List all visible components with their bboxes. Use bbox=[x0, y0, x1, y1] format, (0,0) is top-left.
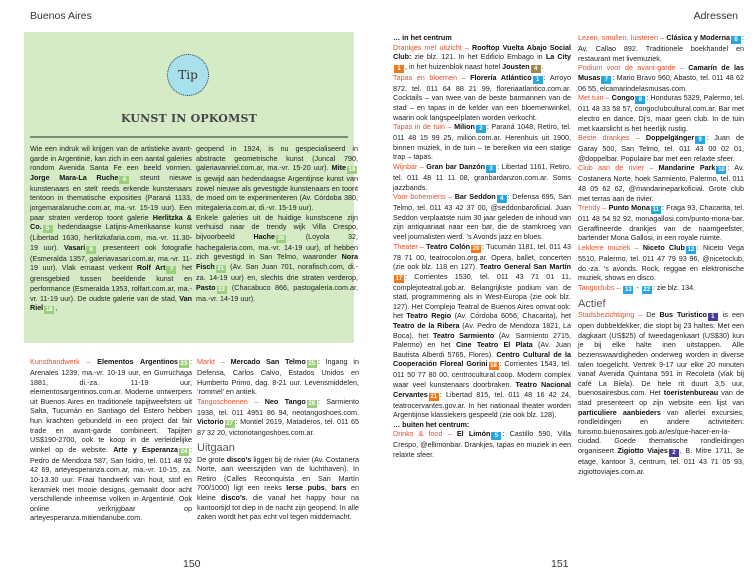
body-text: zie blz. 121. In het Edificio Embago in bbox=[411, 52, 546, 62]
tip-title: KUNST IN OPKOMST bbox=[120, 112, 257, 125]
venue-name: Nora Fisch bbox=[196, 252, 358, 271]
entry-paragraph bbox=[197, 397, 359, 438]
uitgaan-text bbox=[197, 455, 359, 522]
entry-paragraph bbox=[578, 243, 744, 283]
category-label: Lekkere muziek – bbox=[578, 242, 643, 252]
venue-name: Camarín de las Musas bbox=[578, 63, 744, 82]
venue-name: toeristenbureau bbox=[663, 388, 719, 398]
body-text: : Av. Callao 892. Traditionele boekhandel en restaurant met livemuziek. bbox=[578, 33, 744, 63]
body-text: van de stad presenteert op zijn website een lijst van bbox=[578, 388, 744, 408]
entry-paragraph bbox=[393, 429, 571, 459]
entry-paragraph bbox=[578, 203, 744, 243]
venue-name: Rolf Art bbox=[136, 263, 166, 273]
nightlife-entries-2 bbox=[578, 33, 744, 294]
body-text: De grote bbox=[197, 454, 227, 464]
map-marker-icon: 21 bbox=[430, 393, 438, 400]
venue-name: Gran bar Danzón bbox=[426, 161, 486, 171]
body-text: : Honduras 5329, Palermo, tel. 011 48 33 58 57, congoclubcultural.com.ar. Bar met electro en dance. Dj’s, maar geen club. In de tuin met kaarslicht is het heerlijk rustig. bbox=[578, 93, 744, 133]
tip-divider bbox=[30, 136, 348, 138]
map-marker-icon: 23 bbox=[180, 361, 188, 367]
map-marker-icon: 24 bbox=[180, 448, 188, 455]
tip-column-2 bbox=[196, 144, 358, 303]
venue-name: Rooftop Vuelta Abajo Social Club: bbox=[393, 42, 571, 62]
venue-name: Centro Cultural de la Cooperación Floreal Gorini bbox=[393, 349, 572, 369]
right-column-1 bbox=[393, 33, 571, 460]
body-text: : Castillo 590, Villa Crespo, @ellimonbar. Drankjes, tapas en muziek in een relaxte sfeer. bbox=[393, 429, 571, 459]
map-marker-icon: 22 bbox=[643, 286, 651, 293]
category-label: Tapas in de tuin – bbox=[393, 122, 455, 132]
venue-name: Zigiotto Viajes bbox=[617, 446, 668, 455]
subheading: … in het centrum bbox=[393, 33, 452, 42]
body-text: . bbox=[541, 61, 544, 71]
venue-name: Hache bbox=[253, 231, 276, 241]
body-text: : Corrientes 1530, tel. 011 43 71 01 11, complejoteatral.gob.ar. Belangrijkste podium van de stad, programmering als in West-Europa (zie ook blz. 127). Het Complejo Teatral de Buenos Aires omvat ook: het bbox=[393, 271, 571, 321]
body-text: het grensgebied tussen beeldende kunst en performance (Esmeralda 1353, rolfart.com.ar, ma.-vr. 11-19 uur). De oudste galerie van de stad, bbox=[30, 263, 192, 303]
map-marker-icon: 26 bbox=[308, 400, 316, 407]
body-text: van allerlei excursies, rondleidingen en andere activiteiten: turismo.buenosaires.gob.ar/es/que-hacer-en-la-ciudad. Goede thematische rondleidingen organiseert bbox=[578, 407, 744, 455]
body-text: (Av. Pedro de Mendoza 1821, La Boca), het bbox=[393, 321, 571, 340]
actief-text bbox=[578, 310, 744, 476]
venue-name: Teatro General San Martín bbox=[479, 262, 571, 272]
category-label: Wijnbar – bbox=[393, 161, 427, 171]
body-text: : Arroyo 872, tel. 011 64 88 21 99, floreriaatlantico.com.ar. Cocktails – van twee van de beste barmannen van de stad – en tapas in de kelder van een bloemenwinkel, waarin ook langspeelplaten worden verkocht. bbox=[393, 72, 571, 122]
body-text: (Av. Juan Bautista Alberdi 5765, Flores). bbox=[393, 340, 572, 359]
map-marker-icon: 21 bbox=[217, 265, 225, 272]
map-marker-icon: 3 bbox=[486, 165, 496, 173]
map-marker-icon: 6 bbox=[86, 246, 96, 254]
body-text: : Fraga 93, Chacarita, tel. 011 48 54 92 92, monagallosi.com/punto-mona-bar. Geraffineerde drankjes van de naamgeefster, bartender Mona Gallosi, in een royale ruimte. bbox=[578, 203, 745, 243]
category-label: Voor bohemiens – bbox=[393, 192, 455, 202]
map-marker-icon: 5 bbox=[491, 432, 501, 440]
venue-name: Clásica y Moderna bbox=[666, 33, 730, 42]
map-marker-icon: 5 bbox=[43, 225, 53, 233]
entry-paragraph bbox=[197, 357, 359, 397]
venue-name: Teatro Regio bbox=[406, 311, 452, 321]
left-column-1 bbox=[30, 357, 192, 523]
venue-name: Ierse pubs bbox=[286, 483, 325, 493]
venue-name: Jorge Mara-La Ruche bbox=[30, 172, 119, 182]
tip-badge-icon: Tip bbox=[167, 54, 209, 96]
running-head: Adressen bbox=[693, 10, 738, 22]
category-label: Drinks & food – bbox=[393, 429, 457, 439]
body-text: geopend in 1924, is nu gespecialiseerd in abstracte geometrische kunst (Juncal 790, galeriavanriel.com.ar, ma.-vr. 15-20 uur). bbox=[196, 144, 358, 173]
body-text: : Pedro de Mendoza 587, San Isidro, tel. 011 48 92 42 69, arteyesperanza.com.ar, ma.-vr. 10-15, za. 10-13.30 uur. Fraai handwerk van hout, stof en keramiek met mooie designs, gemaakt door acht verschillende inheemse volken in Argentinië. Ook online verkrijgbaar op arteyesperanza.mitiendanube.com. bbox=[30, 444, 192, 523]
category-label: Club aan de rivier – bbox=[578, 163, 659, 173]
venue-name: bars bbox=[331, 483, 347, 493]
body-text: is een open dubbeldekker, die stopt bij 23 haltes. Met een dagkaart (US$25) of tweedagenkaart (US$30) kun je bij elke halte inen uitstappen. Alle bezienswaardigheden onderweg worden in diverse talen toegelicht. Vertrek 9-17 uur elke 20 minuten vanaf Avenida Quintana 591 in Recoleta (vlak bij café La Biela). De hele rit duurt 3,5 uur, buenosairesbus.com. Het bbox=[578, 310, 744, 398]
nightlife-entries bbox=[393, 33, 571, 460]
map-marker-icon: 18 bbox=[490, 363, 497, 370]
map-marker-icon: 7 bbox=[601, 76, 611, 84]
venue-name: disco’s bbox=[221, 492, 246, 502]
map-marker-icon: 2 bbox=[476, 125, 486, 133]
body-text: , bbox=[324, 483, 332, 493]
body-text: : Libertad 815, tel. 011 48 16 42 24, teatrocervantes.gov.ar. In het nationaal theater worden Argentijnse klassiekers gespeeld (zie ook blz. 128). bbox=[393, 389, 571, 420]
body-text: : Mario Bravo 960, Abasto, tel. 011 48 62 06 55, elcamarindelasmusas.com. bbox=[578, 72, 744, 93]
category-label: Beste drankjes – bbox=[578, 133, 646, 143]
running-head: Buenos Aires bbox=[30, 10, 92, 22]
map-marker-icon: 4 bbox=[497, 195, 507, 203]
entry-paragraph bbox=[578, 133, 744, 163]
venue-name: Doppelgänger bbox=[645, 133, 695, 143]
map-marker-icon: 20 bbox=[277, 235, 285, 242]
body-text: : Juan de Garay 500, San Telmo, tel. 011 43 00 02 01, @doppelbar. Populaire bar met een relaxte sfeer. bbox=[578, 133, 744, 163]
entry-paragraph bbox=[393, 43, 571, 73]
venue-name: Elementos Argentinos bbox=[97, 357, 178, 366]
left-column-2 bbox=[197, 357, 359, 522]
map-marker-icon: 22 bbox=[218, 286, 225, 293]
category-label: Tangoclubs – bbox=[578, 282, 623, 292]
right-page bbox=[385, 0, 756, 580]
category-label: Drankjes met uitzicht – bbox=[393, 42, 473, 52]
body-text: - bbox=[634, 282, 641, 292]
venue-name: Cine Teatro El Plata bbox=[455, 340, 533, 350]
venue-name: Mite bbox=[331, 163, 346, 173]
body-text: : Libertad 1161, Retiro, tel. 011 48 11 11 08, granbardanzon.com.ar. Soms jazzbands. bbox=[393, 161, 571, 192]
venue-name: Punto Mona bbox=[608, 203, 650, 213]
body-text: Enkele galeries uit de huidige kunstscene zijn verhuisd naar de trendy wijk Villa Crespo, bijvoorbeeld bbox=[196, 212, 358, 241]
body-text: (Av. Sarmiento 2715, Palermo) en het bbox=[393, 330, 571, 350]
entry-paragraph bbox=[393, 162, 571, 192]
venue-name: Teatro Colón bbox=[426, 241, 471, 251]
map-marker-icon: 20 bbox=[472, 245, 480, 252]
map-marker-icon: 6 bbox=[731, 36, 741, 44]
category-label: Podium voor de avant-garde – bbox=[578, 63, 689, 73]
category-label: Kunsthandwerk – bbox=[30, 357, 98, 366]
map-marker-icon: 11 bbox=[652, 207, 660, 214]
category-label: Tangoschoenen – bbox=[197, 396, 265, 406]
body-text: liggen bij de rivier (Av. Costanera Norte, aan weerszijden van de luchthaven). In Retiro (Calles Reconquista en San Martín 700/1000) ligt een reeks bbox=[197, 454, 359, 493]
body-text: : Montiel 2619, Mataderos, tel. 011 65 87 32 20, victoriotangoshoes.com.ar. bbox=[197, 417, 359, 438]
venue-name: Herlitzka & Co. bbox=[30, 212, 192, 232]
body-text: Wie een indruk wil krijgen van de artistieke avant-garde in Argentinië, kan zich in een aantal galeries rondom Avenida Santa Fe een beeld vormen. bbox=[30, 144, 192, 173]
map-marker-icon: 10 bbox=[718, 167, 725, 174]
map-marker-icon: 9 bbox=[695, 136, 705, 144]
venue-name: Niceto Club bbox=[642, 242, 685, 252]
venue-name: disco’s bbox=[226, 454, 252, 464]
body-text: (Av. San Juan 701, norafisch.com, di.-za. 14-19 uur) en, slechts drie straten verderop, bbox=[196, 261, 358, 282]
body-text: De bbox=[646, 310, 660, 320]
map-marker-icon: 17 bbox=[395, 275, 403, 282]
venue-name: Teatro Nacional Cervantes bbox=[393, 380, 571, 399]
venue-name: Bar Seddon bbox=[454, 192, 496, 202]
body-text: , die vanaf het happy hour na kantoortijd tot diep in de nacht zijn geopend. In alle zaken wordt het pas echt vol tegen middernacht. bbox=[197, 492, 360, 522]
right-column-2 bbox=[578, 33, 744, 476]
map-marker-icon: 19 bbox=[348, 167, 356, 174]
map-marker-icon: 18 bbox=[45, 307, 53, 314]
venue-name: Teatro de la Ribera bbox=[393, 321, 460, 331]
map-marker-icon: 4 bbox=[119, 176, 129, 184]
category-label: Stadsbezichtiging – bbox=[578, 310, 647, 320]
venue-name: Congo bbox=[611, 93, 635, 103]
body-text: steunt nieuwe kunstenaars en stelt reeds erkende kunstenaars tentoon in thematische exposities (Paraná 1133, jorgemaralaruche.com.ar, ma.-vr. 15-19 uur). Een paar straten verderop toont galerie bbox=[30, 172, 192, 222]
map-marker-icon: 25 bbox=[308, 361, 316, 367]
body-text: (Chacabuco 866, pastogaleria.com.ar, ma.-vr. 14-19 uur). bbox=[196, 282, 358, 303]
subheading: … buiten het centrum: bbox=[393, 419, 470, 429]
body-text: (Loyola 32, hachegaleria.com, ma.-vr. 14-19 uur), of hebben zich gevestigd in San Telmo, waaronder bbox=[196, 231, 359, 262]
map-marker-icon: 1 bbox=[708, 313, 718, 321]
body-text: presenteert ook fotografie (Esmeralda 1357, galeriavasari.com.ar, ma.-vr. 11-19 uur). Vlak ernaast verkent bbox=[30, 242, 192, 273]
map-marker-icon: 12 bbox=[687, 246, 695, 253]
venue-name: Florería Atlántico bbox=[470, 72, 532, 82]
body-text: : Av. Costanera Norte, hoek Sarmiento, Palermo, tel. 011 48 05 62 62, @mandarineparkoficial. Grote club met terras aan de rivier. bbox=[578, 163, 744, 203]
page-number: 150 bbox=[183, 558, 201, 570]
entry-paragraph bbox=[393, 73, 571, 122]
body-text: : Paraná 1048, Retiro, tel. 011 48 15 99 25, milion.com.ar. Herenhuis uit 1900, binnen muziek, in de tuin – te bereiken via een statige trap – tapas. bbox=[393, 122, 571, 162]
body-text: : Sarmiento 1938, tel. 011 4951 86 94, neotangoshoes.com. bbox=[197, 396, 359, 417]
venue-name: Bus Turistico bbox=[659, 310, 707, 320]
entry-paragraph bbox=[578, 310, 744, 476]
body-text: , in het huizenblok naast hotel bbox=[405, 61, 503, 71]
entry-paragraph bbox=[197, 455, 359, 522]
venue-name: La City bbox=[545, 52, 572, 62]
map-marker-icon: 1 bbox=[533, 76, 543, 84]
map-marker-icon: 1 bbox=[394, 65, 404, 73]
venue-name: Milion bbox=[454, 122, 475, 132]
body-text: : Ingang in Defensa, Carlos Calvo, Estados Unidos en Humberto Primo, dag. 8-21 uur. Levensmiddelen, ‘rommel’ en antiek. bbox=[197, 357, 359, 397]
body-text: hedendaagse Latijns-Amerikaanse kunst (Libertad 1630, herlitzkafaria.com, ma.-vr. 11.30-19 uur). bbox=[30, 222, 192, 252]
map-marker-icon: 27 bbox=[226, 421, 233, 428]
entry-paragraph bbox=[393, 420, 571, 430]
body-text: en kleine bbox=[197, 483, 359, 502]
body-text: : Niceto Vega 5510, Palermo, tel. 011 47 79 93 96, @nicetoclub, do.-za. ’s avonds. Rock, reggae en elektronische muziek, shows en disco. bbox=[578, 242, 744, 283]
body-text: : Arenales 1239, ma.-vr. 10-19 uur, en Gurruchaga 1881, di.-za. 11-19 uur, elementosargentinos.com.ar. Moderne ontwerpers uit Buenos Aires en traditionele tapijtweefsters uit Salta, Tucumán en Santiago del Estero hebben hun krachten gebundeld in een project dat fair trade en avant-garde combineert. Tapijten US$190-2700, ook te koop in de verleidelijke winkel op de website. bbox=[30, 357, 192, 454]
venue-name: particuliere aanbieders bbox=[578, 407, 661, 417]
section-heading-uitgaan: Uitgaan bbox=[197, 441, 235, 454]
body-text: : Defensa 695, San Telmo, tel. 011 43 42 37 00, @seddonbaroficial. Juan Seddon verplaatste ruim 30 jaar geleden de inhoud van zijn antiquariaat naar een bar, die de stamkroeg van veel journalisten werd. ’s Avonds jazz en blues. bbox=[393, 192, 571, 241]
body-text: : Corrientes 1543, tel. 011 50 77 80 00, centrocultural.coop. Modern complex waar veel kunstenaars doorbraken. bbox=[393, 359, 572, 390]
entry-paragraph bbox=[578, 283, 744, 294]
venue-name: Mercado San Telmo bbox=[230, 357, 306, 366]
map-marker-icon: 8 bbox=[635, 96, 645, 104]
map-marker-icon: 13 bbox=[625, 286, 632, 293]
entry-paragraph bbox=[393, 242, 571, 420]
body-text: : Tucumán 1181, tel. 011 43 78 71 00, teatrocolon.org.ar. Opera, ballet, concerten (zie ook blz. 118 en 127). bbox=[393, 241, 571, 272]
section-heading-actief: Actief bbox=[578, 297, 606, 310]
shopping-entries bbox=[30, 357, 192, 523]
body-text: (Av. Córdoba 6056, Chacarita), het bbox=[451, 311, 571, 321]
map-marker-icon: 4 bbox=[531, 65, 541, 73]
category-label: Lezen, smullen, luisteren – bbox=[578, 33, 667, 42]
venue-name: El Limón bbox=[456, 429, 491, 439]
venue-name: Mandarine Park bbox=[658, 163, 716, 173]
body-text: is gewijd aan hedendaagse Argentijnse kunst van zowel nieuwe als gevestigde kunstenaars en toont de moed om te experimenteren (Av. Córdoba 380, mitegaleria.com.ar, di.-vr. 15-19 uur). bbox=[196, 174, 358, 212]
entry-paragraph bbox=[393, 33, 571, 43]
tip-column-1 bbox=[30, 144, 192, 314]
venue-name: Teatro Sarmiento bbox=[433, 330, 495, 340]
venue-name: Pasto bbox=[196, 282, 216, 292]
category-label: Met tuin – bbox=[578, 93, 612, 103]
venue-name: Neo Tango bbox=[264, 396, 306, 406]
venue-name: Vasari bbox=[64, 242, 86, 252]
entry-paragraph bbox=[30, 357, 192, 523]
map-marker-icon: 2 bbox=[669, 449, 679, 457]
entry-paragraph bbox=[578, 63, 744, 93]
category-label: Trendy – bbox=[578, 203, 609, 213]
venue-name: Arte y Esperanza bbox=[113, 444, 178, 454]
entry-paragraph bbox=[578, 93, 744, 133]
entry-paragraph bbox=[393, 122, 571, 162]
tip-box bbox=[24, 32, 359, 343]
venue-name: Victorio bbox=[197, 417, 224, 427]
map-marker-icon: 7 bbox=[166, 266, 176, 274]
body-text: : zie blz. 134. bbox=[652, 282, 696, 292]
category-label: Theater – bbox=[393, 241, 427, 251]
category-label: Tapas en bloemen – bbox=[393, 72, 471, 82]
entry-paragraph bbox=[578, 163, 744, 203]
venue-name: Van Riel bbox=[30, 293, 192, 313]
body-text: , bbox=[55, 303, 58, 313]
shopping-entries-2 bbox=[197, 357, 359, 438]
page-number: 151 bbox=[551, 558, 569, 570]
body-text: , B. Mitre 1711, 3e etage, kantoor 3, centrum, tel. 011 43 71 05 93, zigiottoviajes.com.ar. bbox=[578, 446, 744, 476]
venue-name: Jousten bbox=[502, 61, 530, 71]
category-label: Markt – bbox=[197, 357, 231, 366]
entry-paragraph bbox=[578, 33, 744, 63]
entry-paragraph bbox=[393, 192, 571, 241]
